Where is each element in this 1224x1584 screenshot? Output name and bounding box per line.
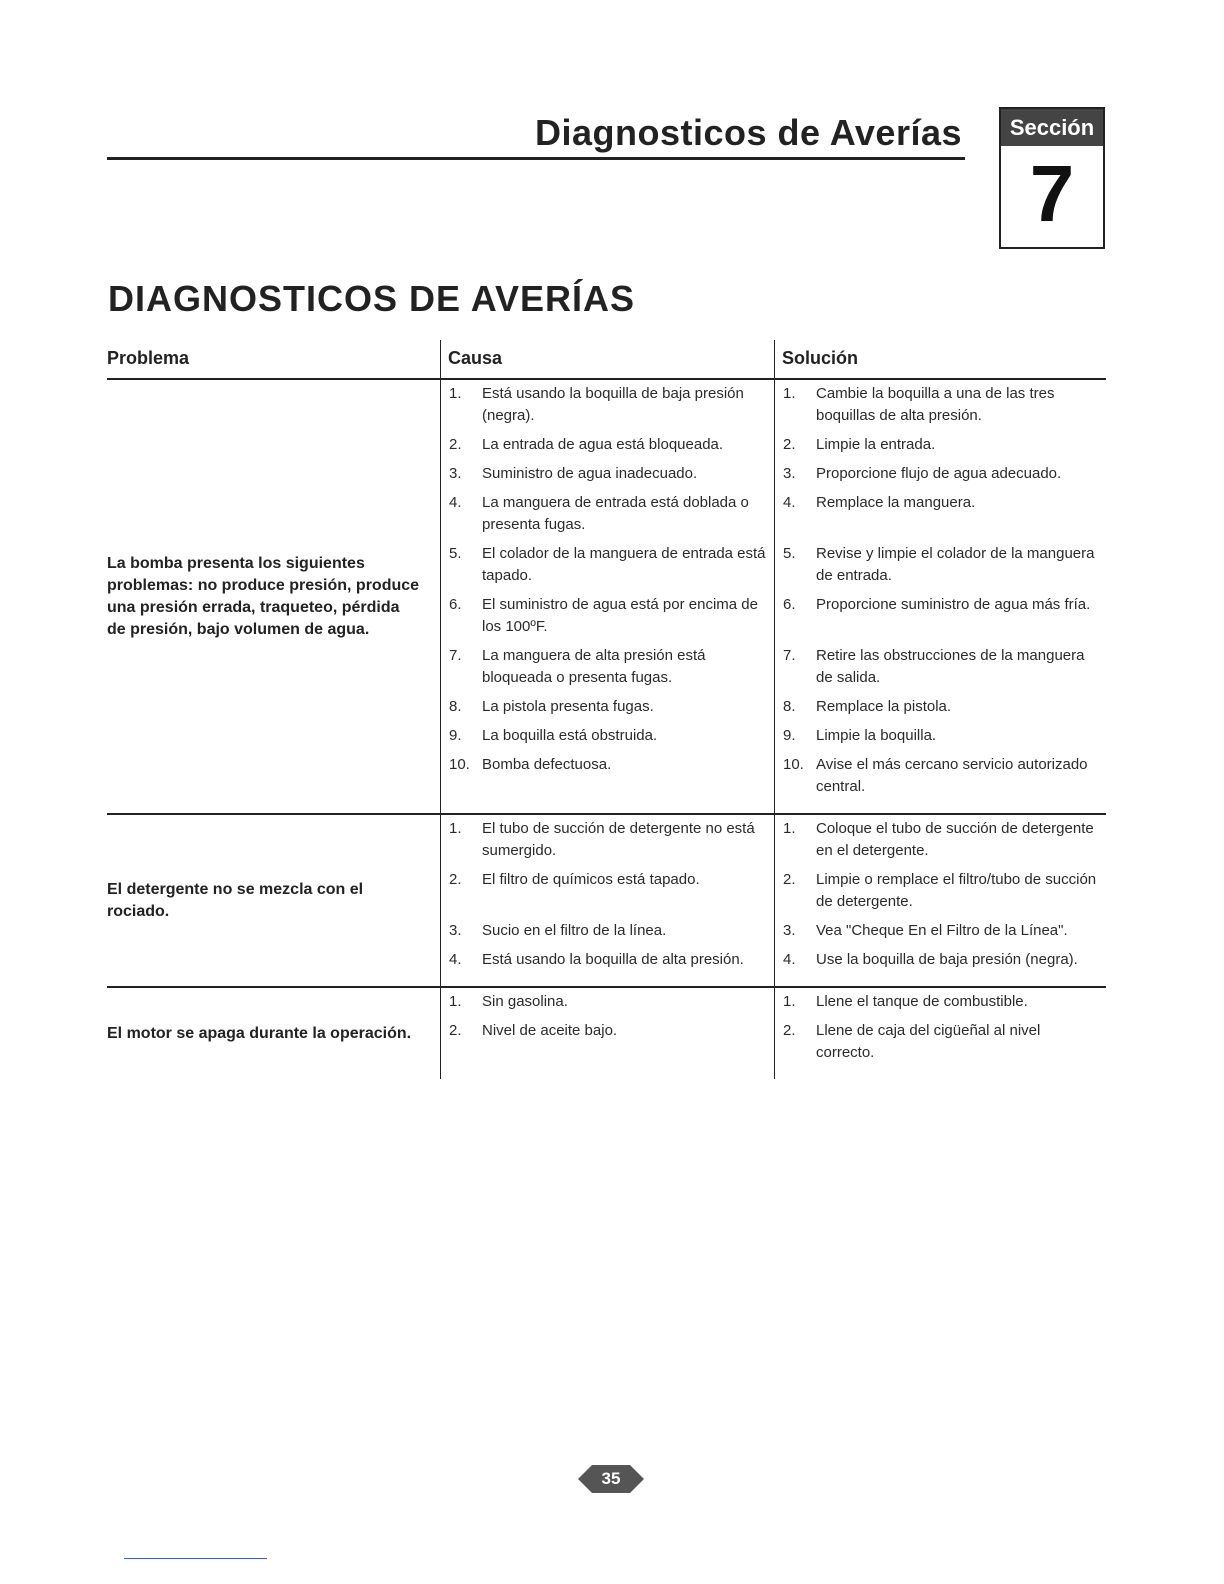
solution-cell [774, 988, 1106, 1079]
solution-item-text: Proporcione suministro de agua más fría. [816, 596, 1091, 613]
cause-item-number: 2. [449, 1022, 462, 1039]
cause-item-number: 9. [449, 727, 462, 744]
solution-item-number: 2. [783, 871, 796, 888]
cause-item [449, 463, 774, 485]
solution-item [783, 818, 1106, 862]
solution-item [783, 492, 1106, 536]
problem-cell [107, 815, 440, 986]
cause-item-text: La manguera de entrada está doblada o presenta fugas. [482, 494, 749, 533]
cause-item [449, 492, 774, 536]
cause-item [449, 1020, 774, 1064]
solution-item-number: 6. [783, 596, 796, 613]
solution-item-text: Revise y limpie el colador de la manguera de entrada. [816, 545, 1095, 584]
solution-item [783, 645, 1106, 689]
section-number: 7 [1029, 149, 1075, 238]
solution-item-number: 4. [783, 494, 796, 511]
table-row [107, 380, 1106, 815]
column-header-problema: Problema [107, 348, 190, 368]
solution-item [783, 1020, 1106, 1064]
cause-item-number: 8. [449, 698, 462, 715]
solution-item-text: Limpie la entrada. [816, 436, 936, 453]
solution-item-number: 9. [783, 727, 796, 744]
table-row [107, 815, 1106, 988]
solution-item-text: Remplace la manguera. [816, 494, 976, 511]
cause-item [449, 383, 774, 427]
cause-item-number: 3. [449, 922, 462, 939]
cause-item-number: 3. [449, 465, 462, 482]
solution-item-number: 3. [783, 922, 796, 939]
column-header-causa: Causa [440, 340, 774, 378]
cause-item [449, 949, 774, 971]
cause-item-text: La manguera de alta presión está bloqueada o presenta fugas. [482, 647, 706, 686]
solution-item [783, 869, 1106, 913]
solution-item-number: 1. [783, 993, 796, 1010]
cause-item-number: 1. [449, 385, 462, 402]
solution-item-number: 7. [783, 647, 796, 664]
cause-item [449, 869, 774, 913]
cause-item-text: Sin gasolina. [482, 993, 568, 1010]
problem-text: La bomba presenta los siguientes problemas: no produce presión, produce una presión errada, traqueteo, pérdida de presión, bajo volumen de agua. [107, 554, 420, 638]
solution-item [783, 696, 1106, 718]
cause-item-number: 2. [449, 436, 462, 453]
table-header [107, 340, 1106, 380]
cause-item [449, 818, 774, 862]
cause-item-text: Suministro de agua inadecuado. [482, 465, 698, 482]
cause-cell [440, 988, 774, 1079]
column-header-solucion: Solución [774, 340, 1106, 378]
solution-item-number: 1. [783, 385, 796, 402]
cause-item [449, 696, 774, 718]
solution-item-text: Llene el tanque de combustible. [816, 993, 1028, 1010]
solution-item [783, 434, 1106, 456]
cause-cell [440, 815, 774, 986]
solution-item-number: 3. [783, 465, 796, 482]
cause-item [449, 594, 774, 638]
cause-item [449, 434, 774, 456]
solution-item-text: Cambie la boquilla a una de las tres boquillas de alta presión. [816, 385, 1055, 424]
cause-item-text: Está usando la boquilla de baja presión (negra). [482, 385, 744, 424]
main-heading: DIAGNOSTICOS DE AVERÍAS [108, 278, 636, 319]
cause-item-number: 1. [449, 993, 462, 1010]
cause-item-text: El tubo de succión de detergente no está sumergido. [482, 820, 755, 859]
page-number-badge [578, 1462, 644, 1496]
cause-item [449, 725, 774, 747]
solution-item-number: 8. [783, 698, 796, 715]
cause-item-number: 4. [449, 951, 462, 968]
cause-item [449, 543, 774, 587]
solution-item-text: Coloque el tubo de succión de detergente en el detergente. [816, 820, 1094, 859]
cause-item-number: 6. [449, 596, 462, 613]
solution-item-text: Remplace la pistola. [816, 698, 952, 715]
cause-item [449, 754, 774, 798]
solution-item [783, 594, 1106, 638]
page-number: 35 [601, 1469, 621, 1488]
cause-cell [440, 380, 774, 813]
cause-item-text: El filtro de químicos está tapado. [482, 871, 700, 888]
solution-item-text: Retire las obstrucciones de la manguera de salida. [816, 647, 1085, 686]
cause-item-text: La boquilla está obstruida. [482, 727, 658, 744]
cause-item-number: 4. [449, 494, 462, 511]
cause-item-text: La entrada de agua está bloqueada. [482, 436, 724, 453]
cause-item [449, 991, 774, 1013]
cause-item-text: Está usando la boquilla de alta presión. [482, 951, 744, 968]
problem-cell [107, 380, 440, 813]
solution-item-text: Proporcione flujo de agua adecuado. [816, 465, 1062, 482]
solution-item [783, 543, 1106, 587]
problem-text: El motor se apaga durante la operación. [107, 1024, 412, 1042]
solution-item-text: Limpie la boquilla. [816, 727, 937, 744]
solution-cell [774, 815, 1106, 986]
cause-item-text: El suministro de agua está por encima de los 100ºF. [482, 596, 758, 635]
table-body [107, 380, 1106, 1079]
page-header-title: Diagnosticos de Averías [535, 112, 962, 153]
cause-item-text: El colador de la manguera de entrada está tapado. [482, 545, 766, 584]
problem-text: El detergente no se mezcla con el rociado. [107, 880, 364, 920]
solution-item-text: Llene de caja del cigüeñal al nivel correcto. [816, 1022, 1041, 1061]
cause-item-number: 5. [449, 545, 462, 562]
section-badge [999, 107, 1105, 249]
solution-item [783, 920, 1106, 942]
solution-item-text: Vea "Cheque En el Filtro de la Línea". [816, 922, 1068, 939]
cause-item-text: Bomba defectuosa. [482, 756, 612, 773]
section-label: Sección [1001, 109, 1103, 146]
solution-item-number: 2. [783, 1022, 796, 1039]
solution-item [783, 725, 1106, 747]
solution-item [783, 991, 1106, 1013]
solution-item [783, 949, 1106, 971]
cause-item-text: Sucio en el filtro de la línea. [482, 922, 667, 939]
problem-cell [107, 988, 440, 1079]
troubleshooting-table [107, 340, 1106, 1079]
header-divider [107, 157, 965, 160]
cause-item-number: 7. [449, 647, 462, 664]
solution-item-text: Use la boquilla de baja presión (negra). [816, 951, 1078, 968]
solution-item-number: 10. [783, 756, 804, 773]
cause-item-text: La pistola presenta fugas. [482, 698, 654, 715]
cause-item-text: Nivel de aceite bajo. [482, 1022, 618, 1039]
solution-item-number: 2. [783, 436, 796, 453]
cause-item [449, 920, 774, 942]
cause-item-number: 10. [449, 756, 470, 773]
solution-item [783, 383, 1106, 427]
footer-rule [124, 1558, 267, 1559]
solution-cell [774, 380, 1106, 813]
cause-item-number: 2. [449, 871, 462, 888]
cause-item-number: 1. [449, 820, 462, 837]
solution-item [783, 754, 1106, 798]
solution-item-number: 4. [783, 951, 796, 968]
solution-item [783, 463, 1106, 485]
solution-item-text: Limpie o remplace el filtro/tubo de succión de detergente. [816, 871, 1097, 910]
solution-item-number: 5. [783, 545, 796, 562]
table-row [107, 988, 1106, 1079]
cause-item [449, 645, 774, 689]
solution-item-number: 1. [783, 820, 796, 837]
solution-item-text: Avise el más cercano servicio autorizado central. [816, 756, 1088, 795]
